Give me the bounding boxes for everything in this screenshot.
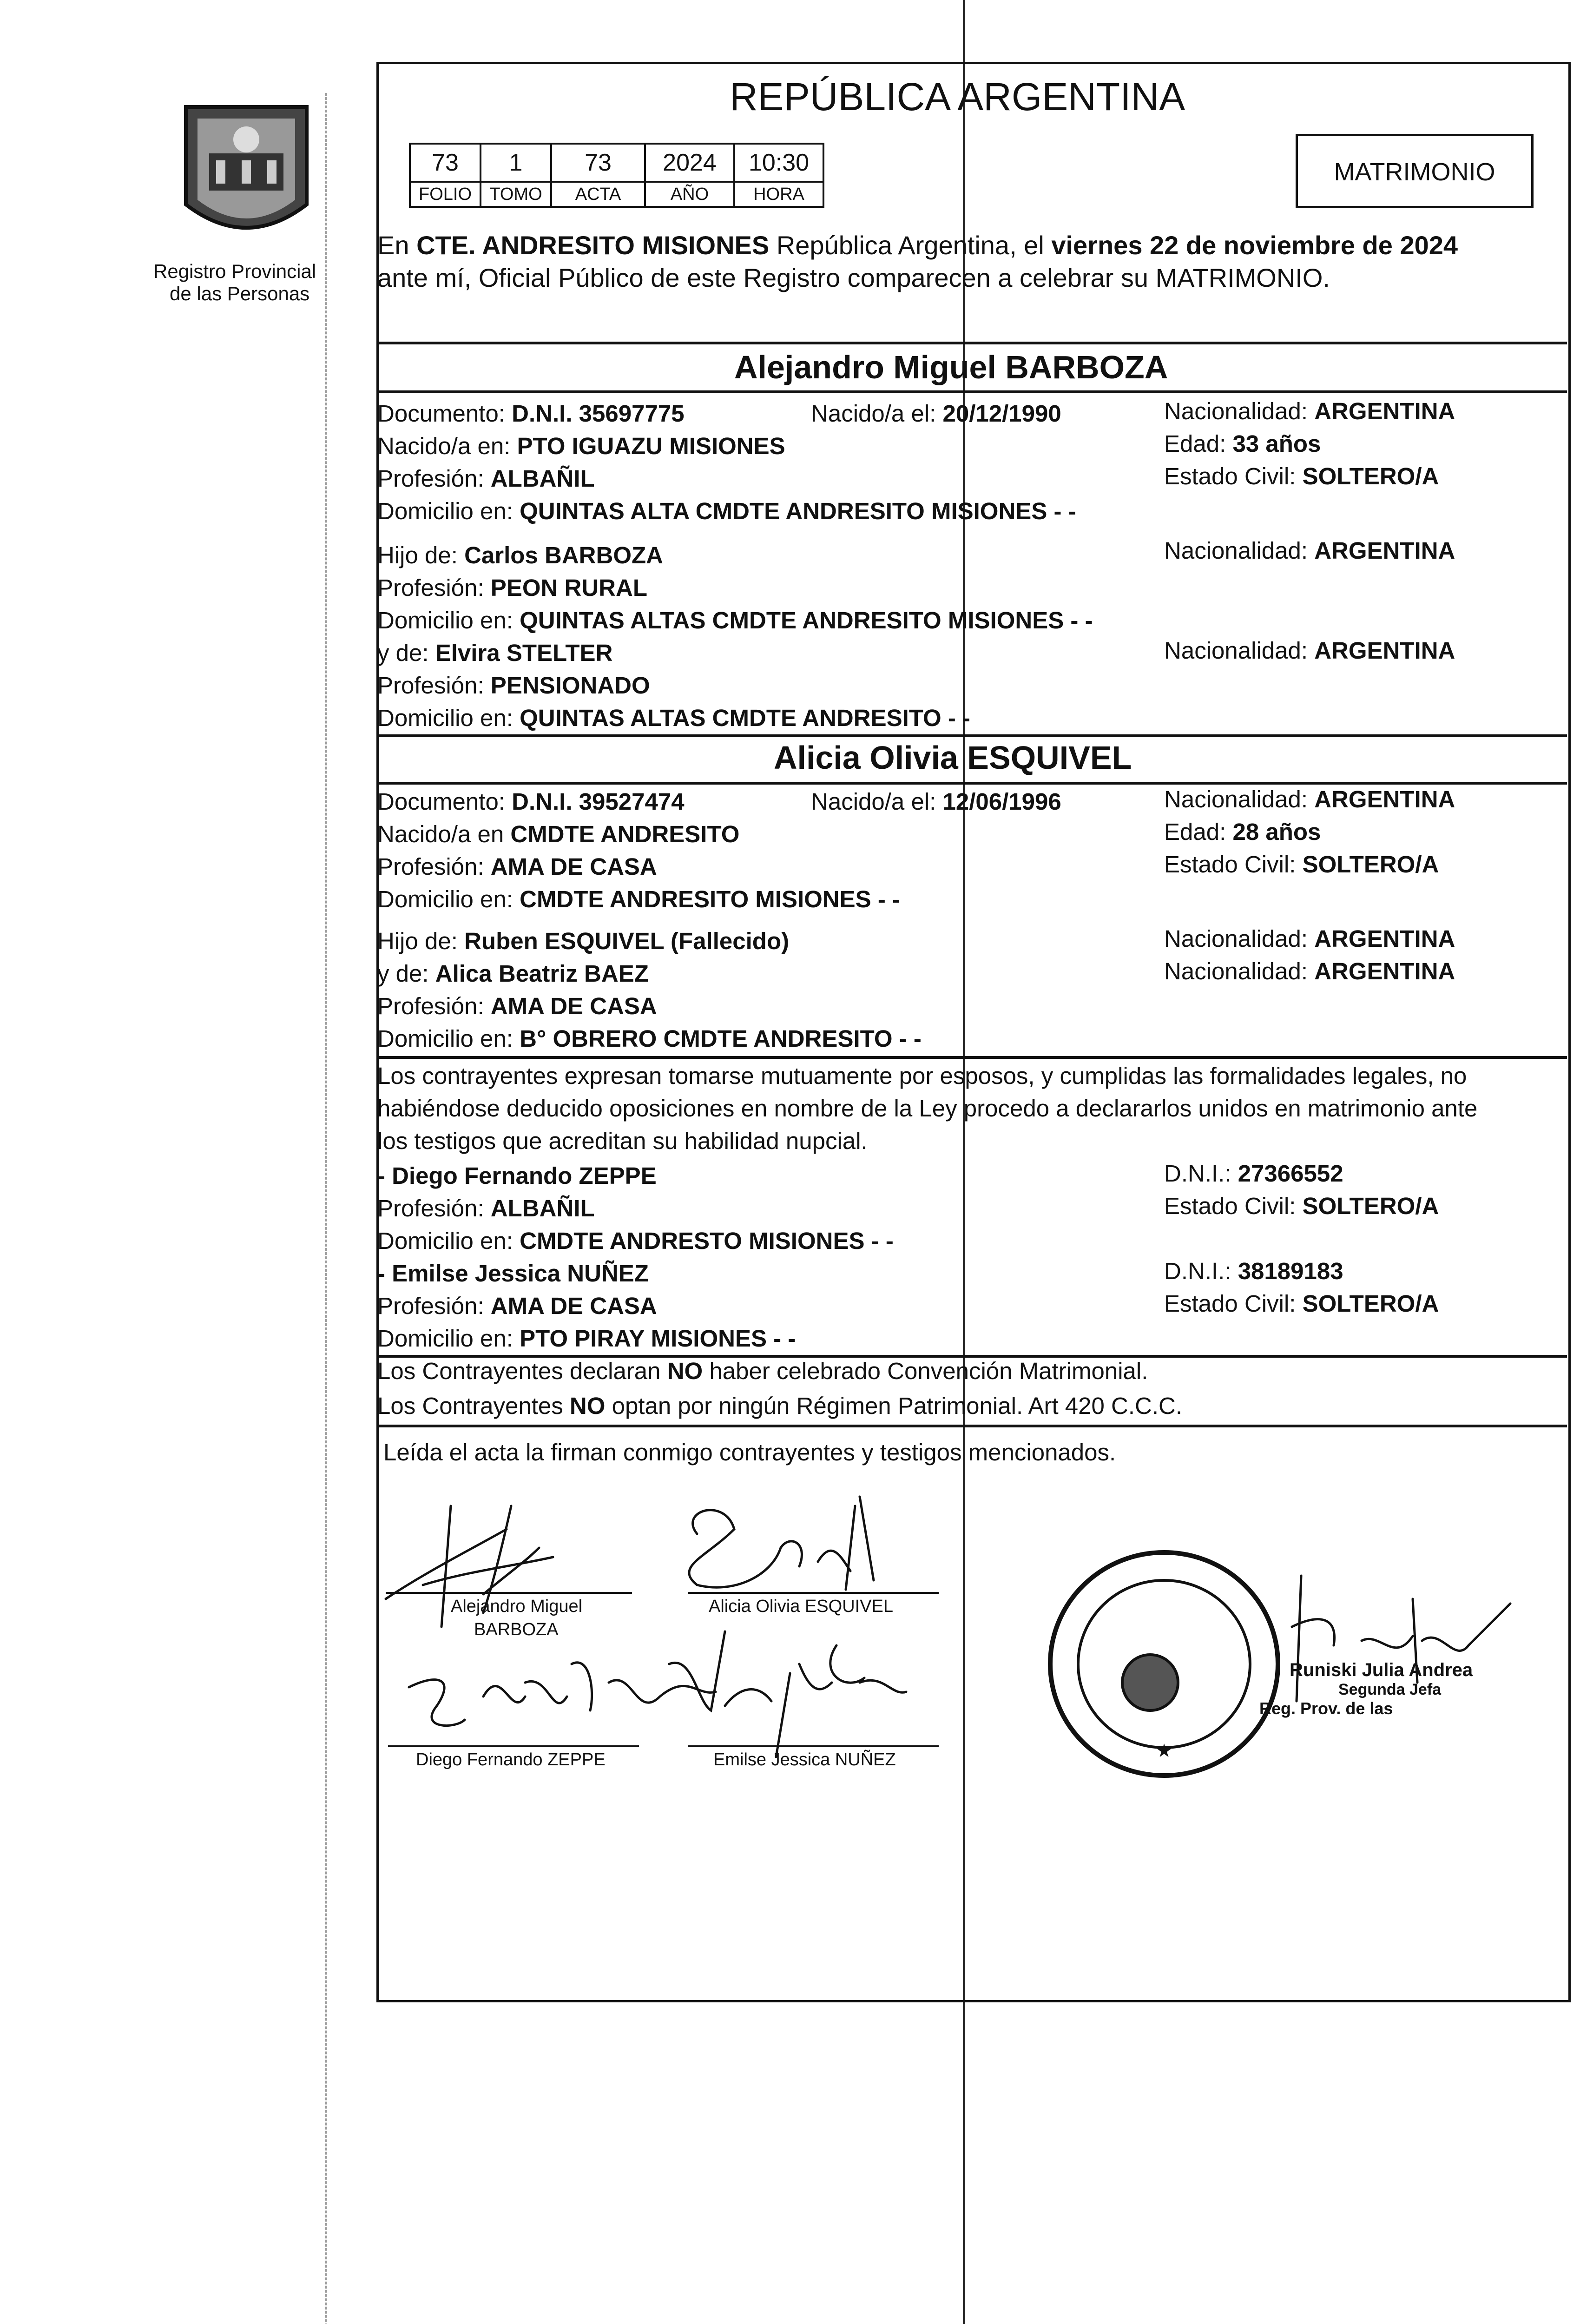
groom-doc: Documento: D.N.I. 35697775 (377, 400, 685, 427)
bride-birth: Nacido/a el: 12/06/1996 (811, 788, 1061, 815)
bride-mother-prof: Profesión: AMA DE CASA (377, 993, 657, 1019)
bride-father-nat: Nacionalidad: ARGENTINA (1164, 925, 1455, 952)
groom-age: Edad: 33 años (1164, 430, 1321, 457)
witness2-dom: Domicilio en: PTO PIRAY MISIONES - - (377, 1325, 796, 1352)
bride-father: Hijo de: Ruben ESQUIVEL (Fallecido) (377, 928, 790, 954)
groom-birth: Nacido/a el: 20/12/1990 (811, 400, 1061, 427)
intro-line2: ante mí, Oficial Público de este Registro comparecen a celebrar su MATRIMONIO. (377, 263, 1330, 292)
groom-nat: Nacionalidad: ARGENTINA (1164, 398, 1455, 424)
closing-text: Leída el acta la firman conmigo contrayentes y testigos mencionados. (383, 1439, 1116, 1466)
witness2-signature-line (688, 1745, 939, 1747)
witness2-dni: D.N.I.: 38189183 (1164, 1258, 1343, 1284)
groom-father-dom: Domicilio en: QUINTAS ALTAS CMDTE ANDRESITO MISIONES - - (377, 607, 1093, 634)
declaration-line3: los testigos que acreditan su habilidad nupcial. (377, 1128, 868, 1154)
groom-dom: Domicilio en: QUINTAS ALTA CMDTE ANDRESITO MISIONES - - (377, 498, 1076, 524)
registry-name-line1: Registro Provincial (153, 260, 316, 282)
witness2-civil: Estado Civil: SOLTERO/A (1164, 1290, 1439, 1317)
divider-groom-name (377, 390, 1567, 393)
bride-born-in: Nacido/a en CMDTE ANDRESITO (377, 821, 740, 847)
official-office: Reg. Prov. de las (1259, 1699, 1393, 1718)
groom-father: Hijo de: Carlos BARBOZA (377, 542, 663, 568)
divider-groom-top (377, 342, 1567, 344)
registry-table (409, 143, 824, 208)
witness1-dom: Domicilio en: CMDTE ANDRESTO MISIONES - - (377, 1228, 894, 1254)
witness1-signature-name: Diego Fernando ZEPPE (416, 1750, 606, 1769)
tomo-value: 1 (481, 144, 551, 182)
bride-age: Edad: 28 años (1164, 819, 1321, 845)
bride-mother-nat: Nacionalidad: ARGENTINA (1164, 958, 1455, 984)
anio-label: AÑO (645, 182, 734, 207)
bride-civil: Estado Civil: SOLTERO/A (1164, 851, 1439, 878)
divider-declaration (377, 1056, 1567, 1059)
divider-bride-name (377, 782, 1567, 785)
groom-civil: Estado Civil: SOLTERO/A (1164, 463, 1439, 489)
hora-value: 10:30 (734, 144, 823, 182)
act-type-label: MATRIMONIO (1334, 158, 1495, 186)
margin-dashed-line (325, 93, 328, 2324)
bride-doc: Documento: D.N.I. 39527474 (377, 788, 685, 815)
witness2-signature-name: Emilse Jessica NUÑEZ (713, 1750, 896, 1769)
groom-mother-nat: Nacionalidad: ARGENTINA (1164, 637, 1455, 664)
bride-mother-dom: Domicilio en: B° OBRERO CMDTE ANDRESITO - - (377, 1025, 922, 1052)
bride-mother: y de: Alica Beatriz BAEZ (377, 960, 649, 987)
official-name: Runiski Julia Andrea (1290, 1660, 1473, 1680)
anio-value: 2024 (645, 144, 734, 182)
bride-signature-line (688, 1592, 939, 1594)
convention-line1: Los Contrayentes declaran NO haber celebrado Convención Matrimonial. (377, 1358, 1148, 1384)
groom-mother-dom: Domicilio en: QUINTAS ALTAS CMDTE ANDRESITO - - (377, 705, 971, 731)
groom-prof: Profesión: ALBAÑIL (377, 465, 595, 492)
groom-signature-name-line1: Alejandro Miguel (451, 1597, 583, 1616)
convention-line2: Los Contrayentes NO optan por ningún Régimen Patrimonial. Art 420 C.C.C. (377, 1393, 1183, 1419)
registry-logo (172, 98, 321, 251)
signature-scribbles (372, 1478, 976, 1841)
tomo-label: TOMO (481, 182, 551, 207)
witness2-prof: Profesión: AMA DE CASA (377, 1293, 657, 1319)
official-seal (1043, 1543, 1285, 1785)
folio-label: FOLIO (410, 182, 481, 207)
witness1-dni: D.N.I.: 27366552 (1164, 1160, 1343, 1187)
declaration-line1: Los contrayentes expresan tomarse mutuamente por esposos, y cumplidas las formalidades legales, no (377, 1063, 1467, 1089)
hora-label: HORA (734, 182, 823, 207)
official-title: Segunda Jefa (1338, 1681, 1442, 1698)
bride-dom: Domicilio en: CMDTE ANDRESITO MISIONES - - (377, 886, 900, 912)
groom-signature-line (386, 1592, 632, 1594)
witness1-name: - Diego Fernando ZEPPE (377, 1162, 657, 1189)
bride-prof: Profesión: AMA DE CASA (377, 853, 657, 880)
divider-closing (377, 1425, 1567, 1427)
groom-father-nat: Nacionalidad: ARGENTINA (1164, 537, 1455, 564)
folio-value: 73 (410, 144, 481, 182)
witness1-signature-line (388, 1745, 639, 1747)
groom-mother-prof: Profesión: PENSIONADO (377, 672, 650, 699)
bride-signature-name: Alicia Olivia ESQUIVEL (709, 1597, 894, 1616)
divider-bride-top (377, 734, 1567, 737)
groom-signature-name-line2: BARBOZA (474, 1620, 559, 1639)
witness1-civil: Estado Civil: SOLTERO/A (1164, 1193, 1439, 1219)
svg-text:★: ★ (1156, 1740, 1172, 1762)
bride-name: Alicia Olivia ESQUIVEL (774, 739, 1132, 776)
declaration-line2: habiéndose deducido oposiciones en nombre de la Ley procedo a declararlos unidos en matrimonio ante (377, 1095, 1478, 1122)
groom-mother: y de: Elvira STELTER (377, 640, 613, 666)
witness2-name: - Emilse Jessica NUÑEZ (377, 1260, 649, 1287)
groom-name: Alejandro Miguel BARBOZA (734, 349, 1168, 385)
country-title: REPÚBLICA ARGENTINA (730, 75, 1185, 119)
groom-born-in: Nacido/a en: PTO IGUAZU MISIONES (377, 433, 785, 459)
acta-value: 73 (551, 144, 645, 182)
witness1-prof: Profesión: ALBAÑIL (377, 1195, 595, 1221)
intro-line1: En CTE. ANDRESITO MISIONES República Argentina, el viernes 22 de noviembre de 2024 (377, 231, 1458, 260)
acta-label: ACTA (551, 182, 645, 207)
bride-nat: Nacionalidad: ARGENTINA (1164, 786, 1455, 812)
registry-name-line2: de las Personas (170, 283, 310, 304)
groom-father-prof: Profesión: PEON RURAL (377, 574, 647, 601)
act-type-box (1296, 134, 1534, 208)
